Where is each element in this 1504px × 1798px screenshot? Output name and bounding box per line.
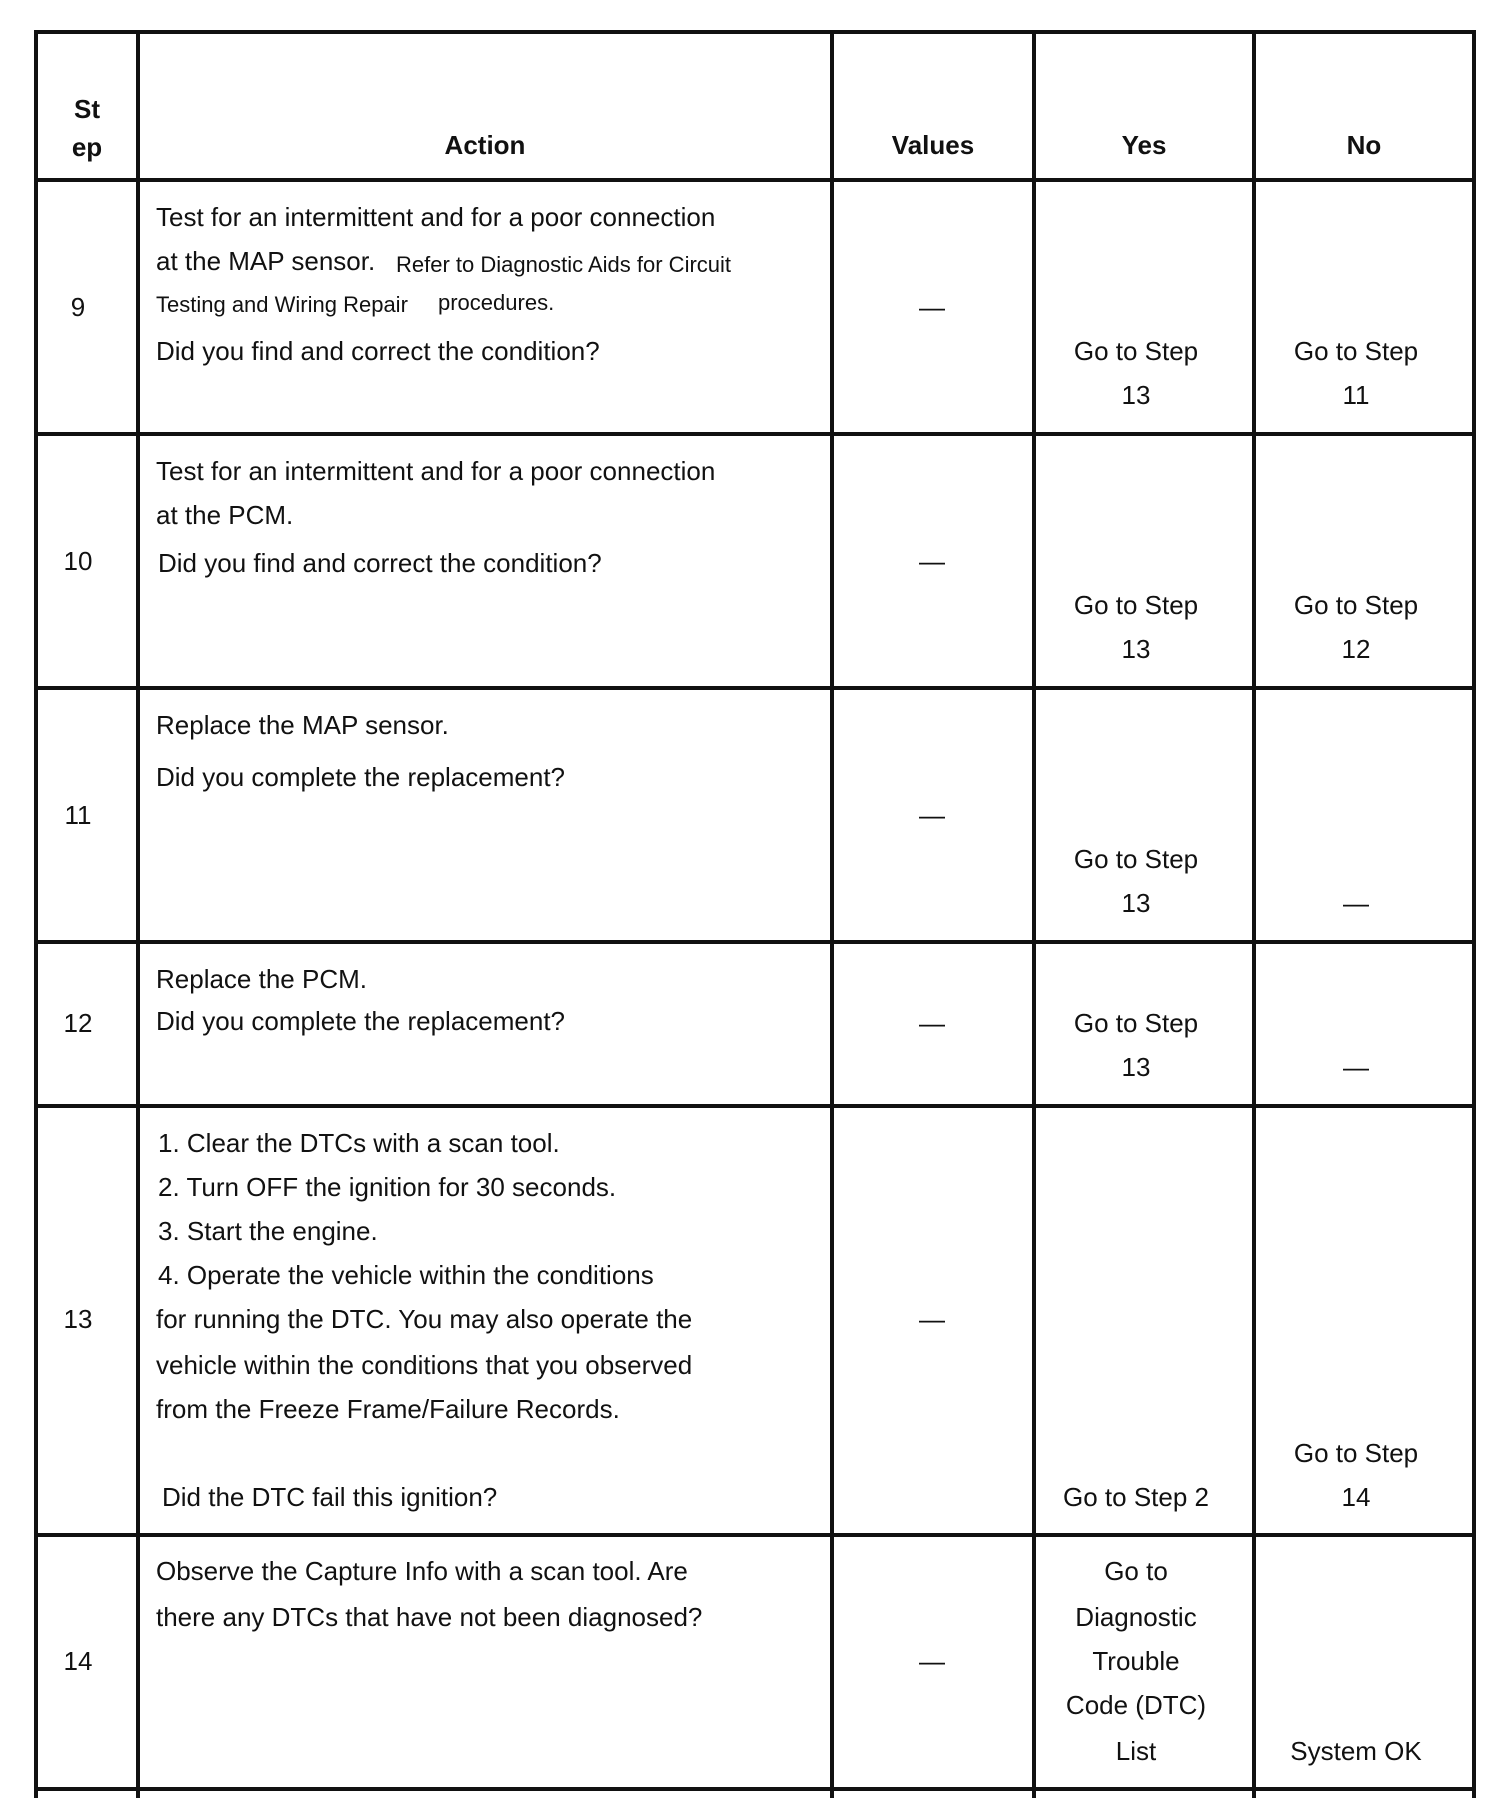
yes-cell: Diagnostic <box>1075 1602 1197 1632</box>
yes-cell: Go to Step <box>1073 844 1199 874</box>
no-cell: 14 <box>1341 1482 1371 1512</box>
values-cell: — <box>919 800 945 830</box>
header-values: Values <box>891 130 975 160</box>
action-text: 2. Turn OFF the ignition for 30 seconds. <box>158 1172 617 1202</box>
col-step-action-border <box>136 30 140 1798</box>
step-number: 12 <box>63 1008 93 1038</box>
header-bottom-border <box>34 178 1474 182</box>
no-cell: — <box>1343 888 1369 918</box>
action-text: there any DTCs that have not been diagnosed? <box>156 1602 703 1632</box>
no-cell: Go to Step <box>1293 336 1419 366</box>
yes-cell: Go to <box>1104 1556 1168 1586</box>
yes-cell: Code (DTC) <box>1065 1690 1207 1720</box>
action-text: Did you find and correct the condition? <box>156 336 600 366</box>
yes-cell: Go to Step <box>1073 1008 1199 1038</box>
action-text: Did you find and correct the condition? <box>158 548 602 578</box>
action-text: procedures. <box>438 290 555 315</box>
header-no: No <box>1346 130 1382 160</box>
step-number: 9 <box>70 292 86 322</box>
action-text: 3. Start the engine. <box>158 1216 378 1246</box>
action-text: Observe the Capture Info with a scan tool. Are <box>156 1556 688 1586</box>
no-cell: System OK <box>1290 1736 1422 1766</box>
row-12-bottom-border <box>34 1104 1474 1108</box>
action-text: at the PCM. <box>156 500 294 530</box>
table-top-border <box>34 30 1474 34</box>
no-cell: — <box>1343 1052 1369 1082</box>
action-text: Testing and Wiring Repair <box>156 292 408 317</box>
action-text: Did you complete the replacement? <box>156 762 566 792</box>
values-cell: — <box>919 1304 945 1334</box>
action-text: Test for an intermittent and for a poor connection <box>156 456 716 486</box>
action-text: from the Freeze Frame/Failure Records. <box>156 1394 620 1424</box>
row-13-bottom-border <box>34 1533 1474 1537</box>
yes-cell: Go to Step <box>1073 590 1199 620</box>
action-text: at the MAP sensor. <box>156 246 376 276</box>
action-text: vehicle within the conditions that you observed <box>156 1350 693 1380</box>
action-text: 4. Operate the vehicle within the conditions <box>158 1260 654 1290</box>
action-text: for running the DTC. You may also operate the <box>156 1304 693 1334</box>
col-right-border <box>1472 30 1476 1798</box>
no-cell: 11 <box>1342 380 1370 410</box>
row-11-bottom-border <box>34 940 1474 944</box>
row-9-bottom-border <box>34 432 1474 436</box>
values-cell: — <box>919 1008 945 1038</box>
no-cell: 12 <box>1341 634 1371 664</box>
yes-cell: 13 <box>1121 888 1151 918</box>
action-text: Replace the PCM. <box>156 964 367 994</box>
yes-cell: Trouble <box>1092 1646 1180 1676</box>
header-action: Action <box>444 130 526 160</box>
action-text: Did you complete the replacement? <box>156 1006 566 1036</box>
step-number: 10 <box>63 546 93 576</box>
action-text: 1. Clear the DTCs with a scan tool. <box>158 1128 560 1158</box>
yes-cell: Go to Step <box>1073 336 1199 366</box>
action-text: Replace the MAP sensor. <box>156 710 449 740</box>
no-cell: Go to Step <box>1293 1438 1419 1468</box>
values-cell: — <box>919 1646 945 1676</box>
yes-cell: Go to Step 2 <box>1063 1482 1209 1512</box>
yes-cell: 13 <box>1121 634 1151 664</box>
action-text: Did the DTC fail this ignition? <box>162 1482 498 1512</box>
step-number: 11 <box>64 800 92 830</box>
yes-cell: List <box>1115 1736 1157 1766</box>
values-cell: — <box>919 546 945 576</box>
action-text: Test for an intermittent and for a poor connection <box>156 202 716 232</box>
header-step: St ep <box>71 94 103 162</box>
values-cell: — <box>919 292 945 322</box>
step-number: 14 <box>63 1646 93 1676</box>
header-yes: Yes <box>1121 130 1167 160</box>
action-text: Refer to Diagnostic Aids for Circuit <box>396 252 732 277</box>
no-cell: Go to Step <box>1293 590 1419 620</box>
yes-cell: 13 <box>1121 380 1151 410</box>
row-10-bottom-border <box>34 686 1474 690</box>
step-number: 13 <box>63 1304 93 1334</box>
row-14-bottom-border <box>34 1787 1474 1791</box>
yes-cell: 13 <box>1121 1052 1151 1082</box>
